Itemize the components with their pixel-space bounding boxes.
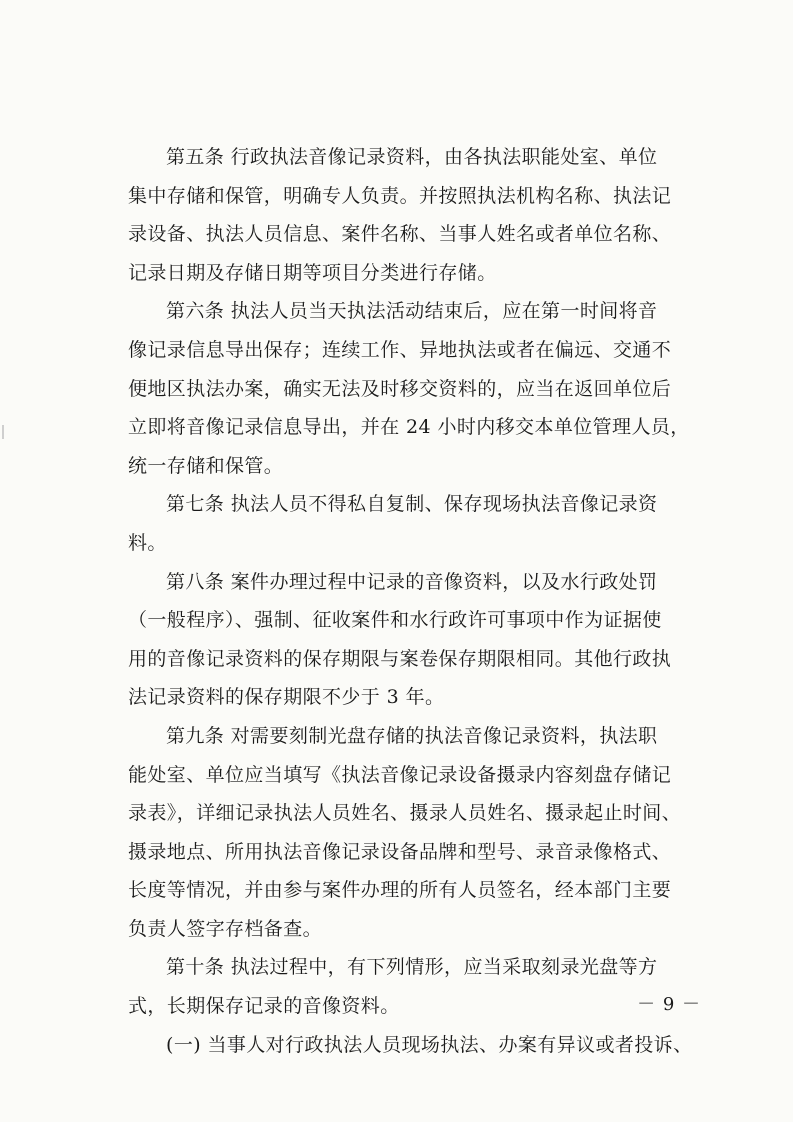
article-6-paragraph — [128, 292, 708, 485]
text-line: 第九条 对需要刻制光盘存储的执法音像记录资料，执法职 — [166, 724, 658, 747]
text-line: 第八条 案件办理过程中记录的音像资料，以及水行政处罚 — [166, 570, 658, 593]
text-line: 第七条 执法人员不得私自复制、保存现场执法音像记录资 — [166, 493, 658, 516]
text-line: 料。 — [128, 531, 167, 554]
scan-artifact — [2, 425, 4, 439]
text-line: 立即将音像记录信息导出，并在 24 小时内移交本单位管理人员， — [128, 416, 690, 439]
text-line: 集中存储和保管，明确专人负责。并按照执法机构名称、执法记 — [128, 184, 672, 207]
article-10-paragraph — [128, 948, 708, 1025]
text-line: 负责人签字存档备查。 — [128, 917, 323, 940]
text-line: 第十条 执法过程中，有下列情形，应当采取刻录光盘等方 — [166, 956, 658, 979]
text-line: 摄录地点、所用执法音像记录设备品牌和型号、录音录像格式、 — [128, 840, 672, 863]
text-line: 统一存储和保管。 — [128, 454, 284, 477]
text-line: 第六条 执法人员当天执法活动结束后，应在第一时间将音 — [166, 300, 658, 323]
text-line: 便地区执法办案，确实无法及时移交资料的，应当在返回单位后 — [128, 377, 672, 400]
article-9-paragraph — [128, 717, 708, 949]
text-line: 用的音像记录资料的保存期限与案卷保存期限相同。其他行政执 — [128, 647, 672, 670]
text-line: 像记录信息导出保存；连续工作、异地执法或者在偏远、交通不 — [128, 338, 672, 361]
clause-1-paragraph — [128, 1026, 708, 1065]
text-line: 长度等情况，并由参与案件办理的所有人员签名，经本部门主要 — [128, 879, 672, 902]
text-line: 能处室、单位应当填写《执法音像记录设备摄录内容刻盘存储记 — [128, 763, 672, 786]
text-line: （一般程序）、强制、征收案件和水行政许可事项中作为证据使 — [128, 609, 662, 632]
text-line: 第五条 行政执法音像记录资料，由各执法职能处室、单位 — [166, 146, 658, 168]
text-line: 录设备、执法人员信息、案件名称、当事人姓名或者单位名称、 — [128, 223, 672, 246]
text-line: 式，长期保存记录的音像资料。 — [128, 995, 400, 1018]
text-line: 法记录资料的保存期限不少于 3 年。 — [128, 686, 445, 709]
text-line: 录表》，详细记录执法人员姓名、摄录人员姓名、摄录起止时间、 — [128, 802, 682, 825]
article-8-paragraph — [128, 563, 708, 717]
document-body — [128, 138, 708, 1064]
text-line: 记录日期及存储日期等项目分类进行存储。 — [128, 261, 497, 284]
text-line: (一) 当事人对行政执法人员现场执法、办案有异议或者投诉、 — [166, 1033, 693, 1056]
page-number: － 9 － — [637, 994, 701, 1015]
article-5-paragraph — [128, 138, 708, 292]
article-7-paragraph — [128, 485, 708, 562]
